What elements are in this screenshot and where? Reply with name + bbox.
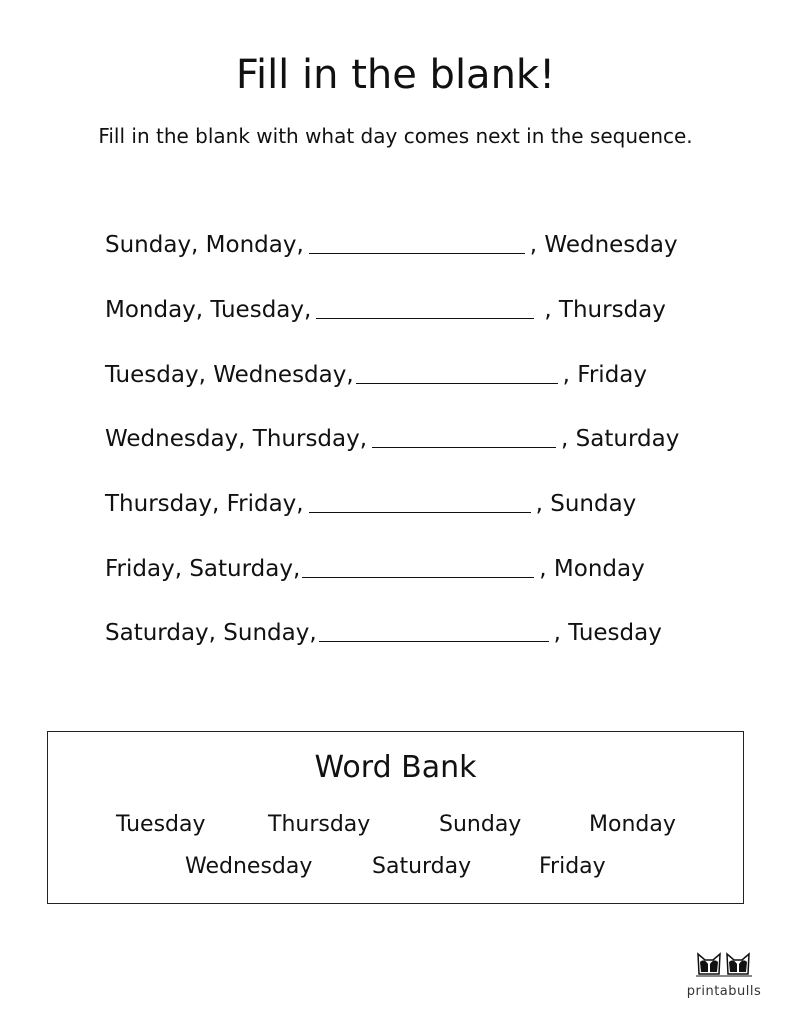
word-bank-word: Tuesday bbox=[116, 812, 206, 837]
answer-blank[interactable] bbox=[316, 298, 534, 319]
answer-blank[interactable] bbox=[309, 233, 525, 254]
word-bank-word: Wednesday bbox=[185, 854, 313, 879]
word-bank bbox=[47, 731, 744, 904]
sequence-row bbox=[105, 360, 647, 390]
sequence-before: Monday, Tuesday, bbox=[105, 297, 312, 323]
sequence-before: Thursday, Friday, bbox=[105, 491, 304, 517]
sequence-before: Tuesday, Wednesday, bbox=[105, 362, 354, 388]
sequence-row bbox=[105, 295, 666, 325]
bulldog-icon bbox=[694, 950, 754, 980]
word-bank-word: Sunday bbox=[439, 812, 522, 837]
sequence-after: , Wednesday bbox=[529, 232, 678, 258]
sequence-row bbox=[105, 230, 678, 260]
answer-blank[interactable] bbox=[309, 492, 531, 513]
sequence-after: , Tuesday bbox=[553, 620, 662, 646]
logo-text: printabulls bbox=[686, 984, 762, 999]
page-title: Fill in the blank! bbox=[235, 52, 556, 98]
answer-blank[interactable] bbox=[372, 427, 556, 448]
sequence-row bbox=[105, 554, 645, 584]
sequence-after: , Saturday bbox=[561, 426, 680, 452]
answer-blank[interactable] bbox=[356, 363, 558, 384]
sequence-after: , Friday bbox=[562, 362, 648, 388]
word-bank-word: Friday bbox=[539, 854, 606, 879]
sequence-after: , Monday bbox=[539, 556, 645, 582]
sequence-after: , Sunday bbox=[535, 491, 637, 517]
word-bank-word: Monday bbox=[589, 812, 676, 837]
word-bank-word: Thursday bbox=[268, 812, 371, 837]
sequence-before: Saturday, Sunday, bbox=[105, 620, 317, 646]
sequence-before: Sunday, Monday, bbox=[105, 232, 304, 258]
printabulls-logo bbox=[684, 950, 764, 999]
answer-blank[interactable] bbox=[319, 621, 549, 642]
sequence-before: Wednesday, Thursday, bbox=[105, 426, 368, 452]
sequence-row bbox=[105, 424, 679, 454]
sequence-row bbox=[105, 618, 662, 648]
sequence-after: , Thursday bbox=[544, 297, 666, 323]
sequence-row bbox=[105, 489, 636, 519]
answer-blank[interactable] bbox=[302, 557, 534, 578]
instructions: Fill in the blank with what day comes next in the sequence. bbox=[98, 124, 693, 148]
word-bank-word: Saturday bbox=[372, 854, 472, 879]
sequence-before: Friday, Saturday, bbox=[105, 556, 301, 582]
word-bank-title: Word Bank bbox=[314, 750, 477, 785]
